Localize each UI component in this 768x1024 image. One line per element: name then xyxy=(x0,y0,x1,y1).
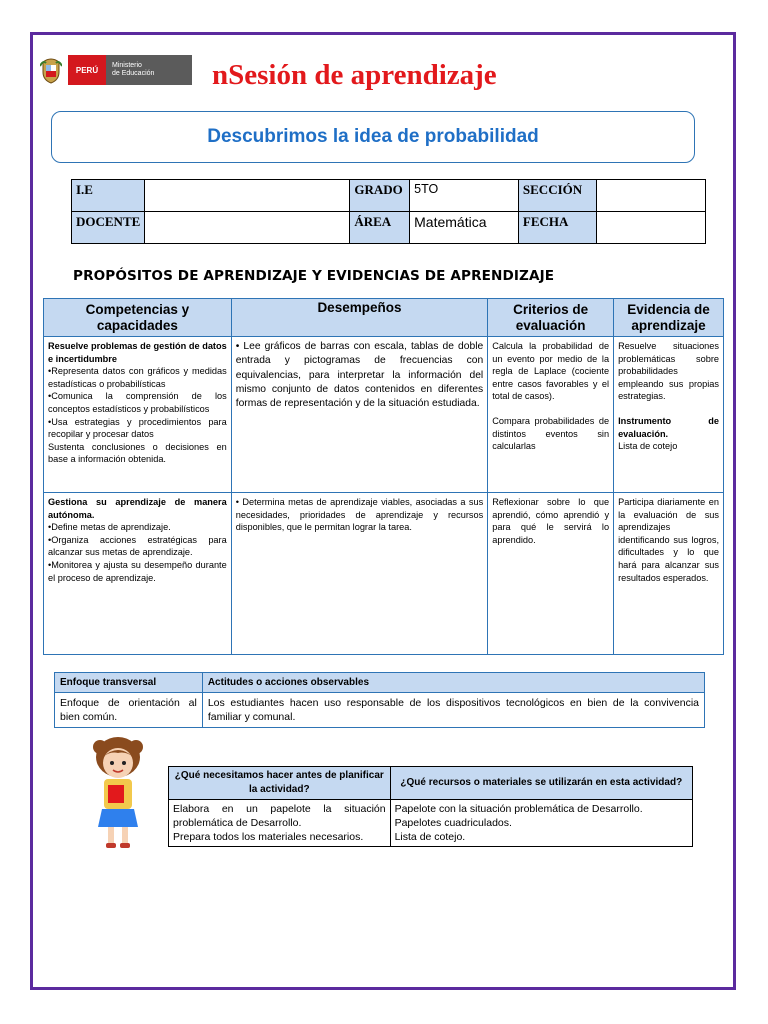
recurso-item: Papelotes cuadriculados. xyxy=(394,817,512,829)
capacidad-item: •Comunica la comprensión de los conceptos estadísticos y probabilísticos xyxy=(48,391,227,414)
logo-ministry: Ministerio de Educación xyxy=(106,55,192,85)
criterio-item: Calcula la probabilidad de un evento por medio de la regla de Laplace (cociente entre casos favorables y el total de casos). xyxy=(492,341,610,402)
antes-cell xyxy=(169,800,391,847)
recurso-item: Papelote con la situación problemática de Desarrollo. xyxy=(394,803,643,815)
header-desempenos: Desempeños xyxy=(231,299,488,337)
info-table xyxy=(71,179,706,244)
evidencia-text: Resuelve situaciones problemáticas sobre probabilidades empleando sus propias estrategias. xyxy=(618,341,719,402)
actitudes-cell: Los estudiantes hacen uso responsable de los dispositivos tecnológicos en bien de la convivencia familiar y comunal. xyxy=(202,693,704,728)
preparation-table xyxy=(168,766,693,847)
minedu-logo xyxy=(40,55,192,85)
recursos-cell xyxy=(390,800,692,847)
purposes-table xyxy=(43,298,724,655)
capacidad-item: Sustenta conclusiones o decisiones en base a información obtenida. xyxy=(48,441,227,465)
coat-of-arms-icon xyxy=(40,56,62,84)
antes-header: ¿Qué necesitamos hacer antes de planificar la actividad? xyxy=(169,767,391,800)
recurso-item: Lista de cotejo. xyxy=(394,831,466,843)
recursos-header: ¿Qué recursos o materiales se utilizarán en esta actividad? xyxy=(390,767,692,800)
ie-value xyxy=(145,180,350,212)
header-evidencia: Evidencia de aprendizaje xyxy=(614,299,724,337)
fecha-value xyxy=(597,212,706,244)
actitudes-header: Actitudes o acciones observables xyxy=(202,673,704,693)
grado-label: GRADO xyxy=(350,180,410,212)
seccion-value xyxy=(597,180,706,212)
criterio-cell: Reflexionar sobre lo que aprendió, cómo aprendió y para qué le servirá lo aprendido. xyxy=(488,493,614,655)
capacidad-item: •Representa datos con gráficos y medidas estadísticas o probabilísticas xyxy=(48,366,227,389)
student-girl-illustration xyxy=(78,735,158,855)
instrumento-value: Lista de cotejo xyxy=(618,441,678,452)
area-value: Matemática xyxy=(410,212,519,244)
section-heading: PROPÓSITOS DE APRENDIZAJE Y EVIDENCIAS DE APRENDIZAJE xyxy=(73,268,555,284)
docente-value xyxy=(145,212,350,244)
desempeno-cell: • Lee gráficos de barras con escala, tablas de doble entrada y pictogramas de frecuencias con equivalencias, para interpretar la información del mismo conjunto de datos contenidos en diferentes formas de representación y de la situación estudiada. xyxy=(231,337,488,493)
criterio-item: Compara probabilidades de distintos eventos sin calcularlas xyxy=(492,415,610,452)
area-label: ÁREA xyxy=(350,212,410,244)
criterio-cell xyxy=(488,337,614,493)
grado-value: 5TO xyxy=(410,180,519,212)
header-criterios: Criterios de evaluación xyxy=(488,299,614,337)
competencia-cell xyxy=(44,337,232,493)
evidencia-cell: Participa diariamente en la evaluación de sus aprendizajes identificando sus logros, dificultades y lo que hará para alcanzar sus resultados esperados. xyxy=(614,493,724,655)
session-title: Descubrimos la idea de probabilidad xyxy=(207,126,539,147)
session-title-box xyxy=(51,111,695,163)
instrumento-label: Instrumento de evaluación. xyxy=(618,415,719,439)
desempeno-cell: • Determina metas de aprendizaje viables, asociadas a sus necesidades, prioridades de aprendizaje y recursos disponibles, que le permitan lograr la tarea. xyxy=(231,493,488,655)
capacidad-item: •Organiza acciones estratégicas para alcanzar sus metas de aprendizaje. xyxy=(48,534,227,558)
competencia-title: Gestiona su aprendizaje de manera autónoma. xyxy=(48,497,227,520)
ie-label: I.E xyxy=(72,180,145,212)
enfoque-header: Enfoque transversal xyxy=(55,673,203,693)
antes-item: Prepara todos los materiales necesarios. xyxy=(173,831,364,843)
header-competencias: Competencias y capacidades xyxy=(44,299,232,337)
enfoque-table xyxy=(54,672,705,728)
capacidad-item: •Usa estrategias y procedimientos para recopilar y procesar datos xyxy=(48,416,227,440)
evidencia-cell xyxy=(614,337,724,493)
enfoque-cell: Enfoque de orientación al bien común. xyxy=(55,693,203,728)
fecha-label: FECHA xyxy=(518,212,596,244)
competencia-title: Resuelve problemas de gestión de datos e incertidumbre xyxy=(48,341,227,364)
seccion-label: SECCIÓN xyxy=(518,180,596,212)
page-title: nSesión de aprendizaje xyxy=(212,59,497,91)
capacidad-item: •Define metas de aprendizaje. xyxy=(48,522,171,533)
competencia-cell xyxy=(44,493,232,655)
antes-item: Elabora en un papelote la situación problemática de Desarrollo. xyxy=(173,803,386,829)
logo-country: PERÚ xyxy=(68,55,106,85)
capacidad-item: •Monitorea y ajusta su desempeño durante el proceso de aprendizaje. xyxy=(48,559,227,583)
docente-label: DOCENTE xyxy=(72,212,145,244)
